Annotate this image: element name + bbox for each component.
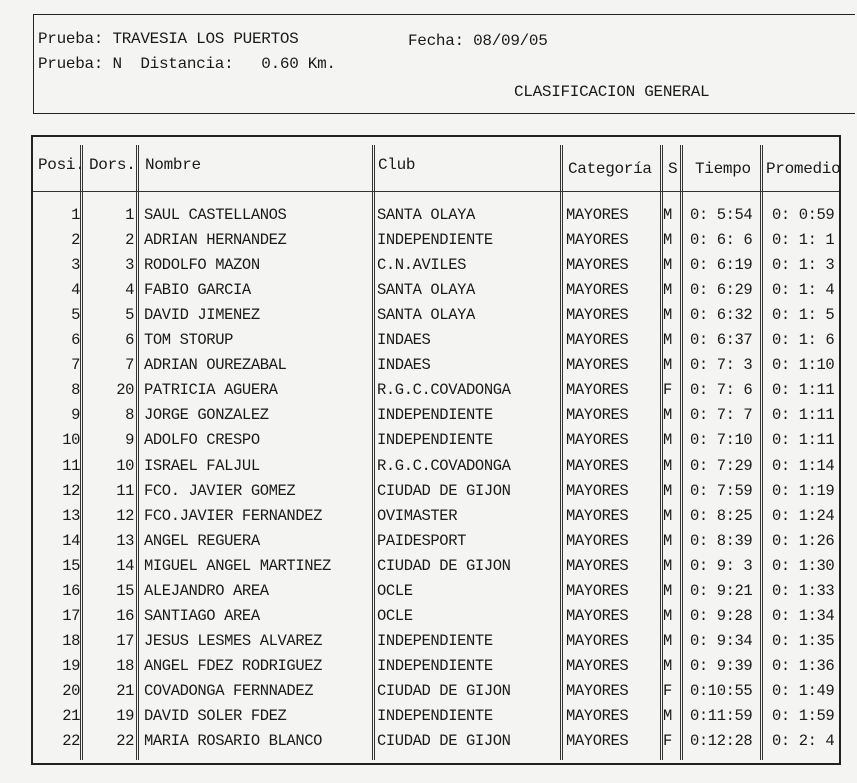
cell-dors: 14 [116,557,134,575]
column-header-promedio: Promedio [766,160,841,178]
cell-posi: 4 [71,281,80,299]
column-header-club: Club [378,156,416,174]
cell-nombre: SANTIAGO AREA [144,607,260,625]
cell-dors: 4 [125,281,134,299]
cell-posi: 16 [62,582,80,600]
cell-nombre: ISRAEL FALJUL [144,457,260,475]
cell-nombre: ANGEL FDEZ RODRIGUEZ [144,657,323,675]
cell-club: INDEPENDIENTE [377,657,493,675]
cell-tiempo: 0:12:28 [690,732,753,750]
column-header-s: S [668,160,678,178]
cell-categoria: MAYORES [566,431,629,449]
cell-promedio: 0: 1:30 [772,557,835,575]
cell-nombre: ALEJANDRO AREA [144,582,269,600]
cell-dors: 15 [116,582,134,600]
fecha-label: Fecha: [408,32,464,50]
cell-nombre: JESUS LESMES ALVAREZ [144,632,323,650]
cell-categoria: MAYORES [566,482,629,500]
prueba2-value: N [112,55,122,73]
fecha-line [408,32,548,50]
cell-s: M [663,507,672,525]
cell-nombre: DAVID SOLER FDEZ [144,707,287,725]
cell-club: PAIDESPORT [377,532,467,550]
cell-dors: 9 [125,431,134,449]
cell-posi: 3 [71,256,80,274]
cell-club: CIUDAD DE GIJON [377,732,511,750]
column-divider [80,145,83,760]
cell-categoria: MAYORES [566,256,629,274]
cell-categoria: MAYORES [566,532,629,550]
cell-club: CIUDAD DE GIJON [377,557,511,575]
cell-s: M [663,431,672,449]
prueba-name: TRAVESIA LOS PUERTOS [112,30,299,48]
cell-dors: 7 [125,356,134,374]
event-name-line [38,30,298,48]
cell-nombre: ADRIAN OUREZABAL [144,356,287,374]
cell-promedio: 0: 0:59 [772,206,835,224]
cell-posi: 12 [62,482,80,500]
cell-tiempo: 0: 6: 6 [690,231,753,249]
cell-posi: 1 [71,206,80,224]
cell-tiempo: 0: 6:29 [690,281,753,299]
cell-s: M [663,582,672,600]
cell-promedio: 0: 1:11 [772,406,835,424]
cell-dors: 11 [116,482,134,500]
cell-promedio: 0: 1:36 [772,657,835,675]
fecha-value: 08/09/05 [473,32,548,50]
cell-categoria: MAYORES [566,281,629,299]
cell-club: OCLE [377,582,413,600]
cell-s: M [663,457,672,475]
cell-tiempo: 0: 8:39 [690,532,753,550]
cell-s: M [663,707,672,725]
cell-categoria: MAYORES [566,557,629,575]
cell-s: M [663,256,672,274]
prueba2-label: Prueba: [38,55,104,73]
cell-categoria: MAYORES [566,231,629,249]
cell-nombre: ANGEL REGUERA [144,532,260,550]
cell-tiempo: 0: 9: 3 [690,557,753,575]
cell-dors: 18 [116,657,134,675]
cell-dors: 17 [116,632,134,650]
cell-promedio: 0: 1: 1 [772,231,835,249]
cell-s: M [663,331,672,349]
cell-dors: 22 [116,732,134,750]
header-divider [33,191,839,192]
cell-categoria: MAYORES [566,607,629,625]
cell-club: SANTA OLAYA [377,306,475,324]
cell-s: M [663,281,672,299]
column-header-nombre: Nombre [145,156,201,174]
column-divider [136,145,139,760]
cell-nombre: DAVID JIMENEZ [144,306,260,324]
cell-posi: 6 [71,331,80,349]
cell-categoria: MAYORES [566,381,629,399]
cell-dors: 13 [116,532,134,550]
cell-posi: 20 [62,682,80,700]
cell-tiempo: 0: 7:10 [690,431,753,449]
cell-tiempo: 0: 7:59 [690,482,753,500]
distancia-label: Distancia: [140,55,234,73]
cell-nombre: RODOLFO MAZON [144,256,260,274]
cell-promedio: 0: 1:14 [772,457,835,475]
distancia-value: 0.60 Km. [261,55,336,73]
cell-dors: 16 [116,607,134,625]
column-divider [760,145,763,760]
column-header-tiempo: Tiempo [695,160,751,178]
cell-promedio: 0: 1:10 [772,356,835,374]
column-header-posi: Posi. [38,156,85,174]
cell-posi: 5 [71,306,80,324]
cell-tiempo: 0: 6:19 [690,256,753,274]
cell-dors: 5 [125,306,134,324]
report-title: CLASIFICACION GENERAL [514,83,710,101]
cell-dors: 1 [125,206,134,224]
cell-s: M [663,557,672,575]
cell-categoria: MAYORES [566,457,629,475]
cell-club: INDEPENDIENTE [377,231,493,249]
cell-tiempo: 0: 7:29 [690,457,753,475]
cell-tiempo: 0:10:55 [690,682,753,700]
cell-tiempo: 0:11:59 [690,707,753,725]
cell-club: INDAES [377,356,431,374]
cell-nombre: SAUL CASTELLANOS [144,206,287,224]
cell-posi: 2 [71,231,80,249]
cell-categoria: MAYORES [566,682,629,700]
cell-tiempo: 0: 9:39 [690,657,753,675]
cell-posi: 19 [62,657,80,675]
cell-tiempo: 0: 5:54 [690,206,753,224]
cell-dors: 3 [125,256,134,274]
cell-nombre: TOM STORUP [144,331,234,349]
cell-club: INDEPENDIENTE [377,431,493,449]
cell-promedio: 0: 1: 4 [772,281,835,299]
cell-nombre: MIGUEL ANGEL MARTINEZ [144,557,331,575]
cell-nombre: COVADONGA FERNNADEZ [144,682,314,700]
cell-tiempo: 0: 7: 6 [690,381,753,399]
column-header-categoria: Categoría [568,160,652,178]
column-divider [372,145,375,760]
cell-nombre: FCO.JAVIER FERNANDEZ [144,507,323,525]
cell-s: M [663,482,672,500]
cell-promedio: 0: 1: 5 [772,306,835,324]
cell-posi: 8 [71,381,80,399]
cell-tiempo: 0: 9:21 [690,582,753,600]
cell-promedio: 0: 1: 3 [772,256,835,274]
cell-nombre: ADRIAN HERNANDEZ [144,231,287,249]
cell-tiempo: 0: 7: 7 [690,406,753,424]
cell-club: INDAES [377,331,431,349]
cell-promedio: 0: 1:11 [772,381,835,399]
cell-dors: 20 [116,381,134,399]
cell-categoria: MAYORES [566,331,629,349]
cell-nombre: PATRICIA AGUERA [144,381,278,399]
cell-club: INDEPENDIENTE [377,632,493,650]
cell-tiempo: 0: 6:32 [690,306,753,324]
cell-dors: 8 [125,406,134,424]
cell-posi: 14 [62,532,80,550]
cell-dors: 2 [125,231,134,249]
cell-s: M [663,231,672,249]
cell-dors: 21 [116,682,134,700]
cell-tiempo: 0: 6:37 [690,331,753,349]
cell-posi: 7 [71,356,80,374]
cell-nombre: FCO. JAVIER GOMEZ [144,482,296,500]
cell-promedio: 0: 1:19 [772,482,835,500]
column-header-dors: Dors. [89,156,136,174]
cell-posi: 13 [62,507,80,525]
cell-posi: 18 [62,632,80,650]
cell-s: M [663,632,672,650]
cell-s: M [663,306,672,324]
cell-categoria: MAYORES [566,632,629,650]
cell-promedio: 0: 1:49 [772,682,835,700]
cell-nombre: JORGE GONZALEZ [144,406,269,424]
cell-categoria: MAYORES [566,306,629,324]
cell-posi: 17 [62,607,80,625]
cell-categoria: MAYORES [566,206,629,224]
cell-s: F [663,732,672,750]
cell-club: OCLE [377,607,413,625]
cell-tiempo: 0: 8:25 [690,507,753,525]
cell-s: M [663,532,672,550]
cell-tiempo: 0: 9:34 [690,632,753,650]
cell-posi: 11 [62,457,80,475]
column-divider [560,145,563,760]
cell-posi: 21 [62,707,80,725]
cell-promedio: 0: 2: 4 [772,732,835,750]
cell-posi: 10 [62,431,80,449]
cell-tiempo: 0: 7: 3 [690,356,753,374]
cell-promedio: 0: 1:59 [772,707,835,725]
cell-posi: 15 [62,557,80,575]
cell-dors: 12 [116,507,134,525]
cell-promedio: 0: 1:11 [772,431,835,449]
cell-s: M [663,356,672,374]
cell-s: M [663,657,672,675]
cell-categoria: MAYORES [566,582,629,600]
cell-s: F [663,381,672,399]
cell-club: R.G.C.COVADONGA [377,381,511,399]
cell-club: OVIMASTER [377,507,458,525]
cell-promedio: 0: 1:33 [772,582,835,600]
cell-nombre: ADOLFO CRESPO [144,431,260,449]
prueba-label: Prueba: [38,30,104,48]
cell-promedio: 0: 1:24 [772,507,835,525]
cell-nombre: MARIA ROSARIO BLANCO [144,732,323,750]
cell-s: M [663,406,672,424]
distance-line [38,55,336,73]
cell-promedio: 0: 1:26 [772,532,835,550]
cell-categoria: MAYORES [566,657,629,675]
cell-posi: 9 [71,406,80,424]
cell-categoria: MAYORES [566,707,629,725]
cell-club: R.G.C.COVADONGA [377,457,511,475]
cell-tiempo: 0: 9:28 [690,607,753,625]
cell-posi: 22 [62,732,80,750]
cell-club: INDEPENDIENTE [377,707,493,725]
cell-categoria: MAYORES [566,356,629,374]
cell-club: C.N.AVILES [377,256,467,274]
cell-club: CIUDAD DE GIJON [377,482,511,500]
column-divider [680,145,683,760]
cell-categoria: MAYORES [566,732,629,750]
cell-s: F [663,682,672,700]
cell-club: SANTA OLAYA [377,281,475,299]
cell-nombre: FABIO GARCIA [144,281,251,299]
cell-promedio: 0: 1:35 [772,632,835,650]
cell-club: CIUDAD DE GIJON [377,682,511,700]
cell-categoria: MAYORES [566,406,629,424]
cell-dors: 6 [125,331,134,349]
cell-club: SANTA OLAYA [377,206,475,224]
cell-dors: 10 [116,457,134,475]
cell-dors: 19 [116,707,134,725]
cell-promedio: 0: 1: 6 [772,331,835,349]
cell-club: INDEPENDIENTE [377,406,493,424]
cell-s: M [663,607,672,625]
cell-categoria: MAYORES [566,507,629,525]
cell-s: M [663,206,672,224]
cell-promedio: 0: 1:34 [772,607,835,625]
